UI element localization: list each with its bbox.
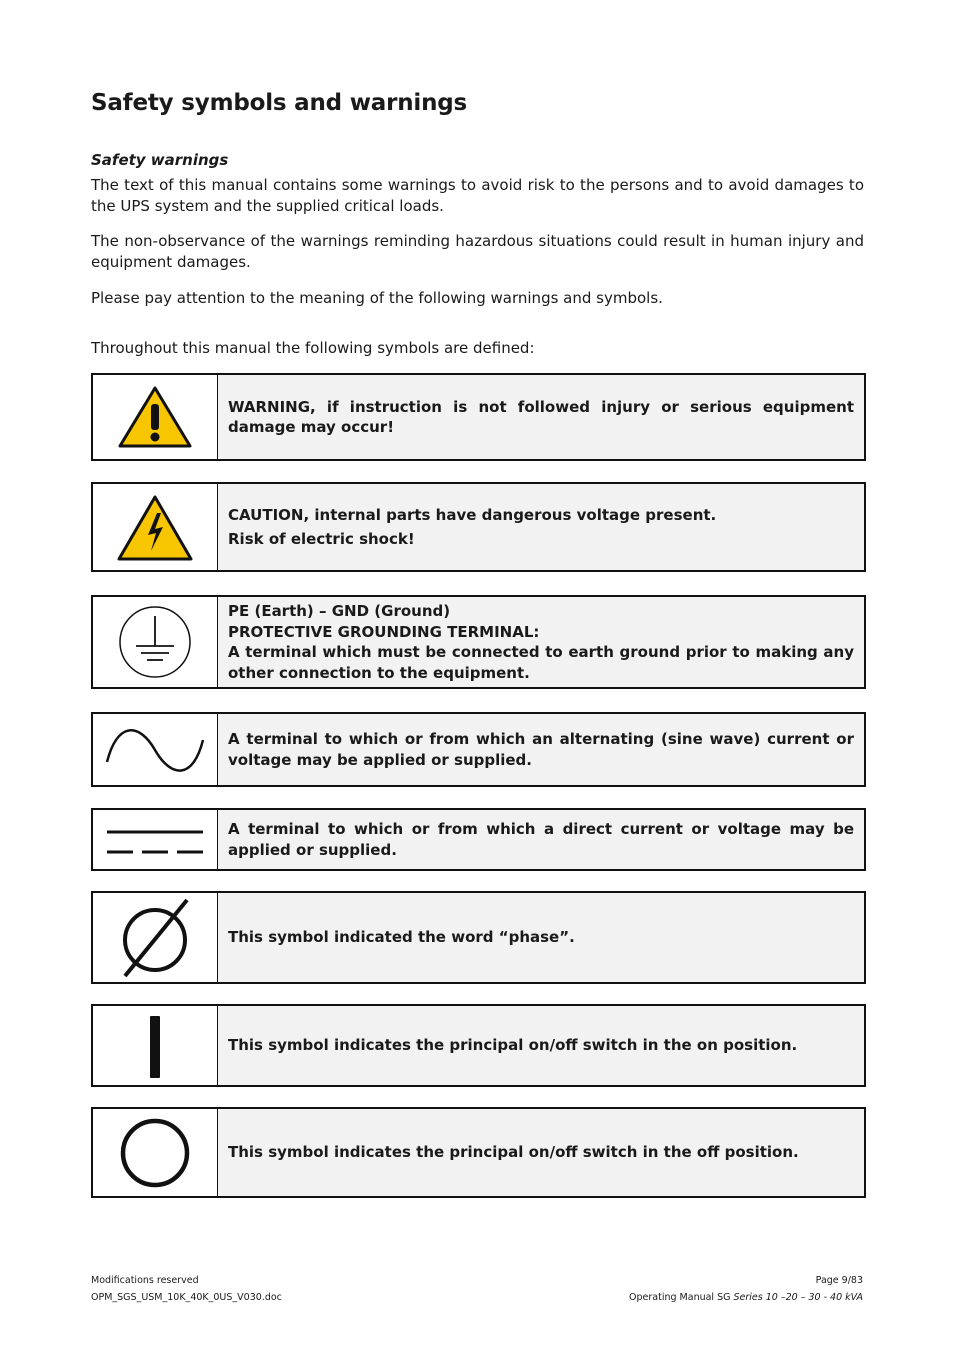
description-line: A terminal to which or from which an alternating (sine wave) current or voltage may be applied or supplied.	[228, 730, 854, 769]
symbol-cell	[93, 1109, 218, 1196]
footer-left-line2: OPM_SGS_USM_10K_40K_0US_V030.doc	[91, 1292, 282, 1303]
description-line: PROTECTIVE GROUNDING TERMINAL:	[228, 622, 540, 641]
description-line: PE (Earth) – GND (Ground)	[228, 602, 451, 620]
description-line: Risk of electric shock!	[228, 530, 415, 548]
symbol-description	[218, 375, 864, 459]
symbol-row-ground	[91, 595, 866, 689]
description-line: A terminal to which or from which a direct current or voltage may be applied or supplied.	[228, 820, 854, 859]
symbol-description	[218, 810, 864, 869]
high-voltage-icon	[115, 491, 195, 563]
symbol-cell	[93, 484, 218, 570]
symbol-row-off	[91, 1107, 866, 1198]
symbol-description	[218, 484, 864, 570]
symbol-description	[218, 714, 864, 785]
description-line: CAUTION, internal parts have dangerous voltage present.	[228, 505, 717, 524]
description-line: WARNING, if instruction is not followed injury or serious equipment damage may occur!	[228, 397, 854, 436]
symbol-row-caution	[91, 482, 866, 572]
symbol-row-phase	[91, 891, 866, 984]
symbol-description	[218, 893, 864, 982]
warning-triangle-icon	[115, 382, 195, 452]
symbol-row-ac	[91, 712, 866, 787]
sine-wave-icon	[103, 718, 207, 782]
symbol-row-warning	[91, 373, 866, 461]
description-line: This symbol indicates the principal on/off switch in the off position.	[228, 1143, 799, 1162]
page-title: Safety symbols and warnings	[91, 90, 468, 116]
description-line: This symbol indicates the principal on/off switch in the on position.	[228, 1036, 798, 1055]
symbol-description	[218, 1006, 864, 1085]
symbol-row-dc	[91, 808, 866, 871]
symbol-cell	[93, 810, 218, 869]
power-off-icon	[115, 1113, 195, 1193]
footer-manual-title	[629, 1292, 863, 1303]
symbol-cell	[93, 893, 218, 982]
phase-icon	[115, 897, 195, 979]
footer-page-number: Page 9/83	[815, 1275, 863, 1286]
symbol-description	[218, 1109, 864, 1196]
paragraph-intro: The text of this manual contains some warnings to avoid risk to the persons and to avoid damages to the UPS system and the supplied critical loads.	[91, 176, 864, 215]
symbol-row-on	[91, 1004, 866, 1087]
protective-earth-icon	[115, 602, 195, 682]
paragraph-attention: Please pay attention to the meaning of the following warnings and symbols.	[91, 289, 663, 307]
description-line: This symbol indicated the word “phase”.	[228, 928, 575, 947]
section-subheading: Safety warnings	[91, 151, 229, 169]
symbol-cell	[93, 375, 218, 459]
symbol-cell	[93, 714, 218, 785]
direct-current-icon	[103, 820, 207, 860]
footer-manual-prefix: Operating Manual SG	[629, 1292, 734, 1303]
symbol-cell	[93, 1006, 218, 1085]
symbol-cell	[93, 597, 218, 687]
paragraph-nonobservance: The non-observance of the warnings reminding hazardous situations could result in human injury and equipment damages.	[91, 232, 864, 271]
symbol-description	[218, 597, 864, 687]
footer-manual-series: Series 10 –20 – 30 - 40 kVA	[733, 1292, 863, 1303]
description-line: A terminal which must be connected to earth ground prior to making any other connection to the equipment.	[228, 643, 854, 682]
footer-left-line1: Modifications reserved	[91, 1275, 199, 1286]
paragraph-symbols-defined: Throughout this manual the following symbols are defined:	[91, 339, 535, 357]
power-on-icon	[145, 1012, 165, 1080]
